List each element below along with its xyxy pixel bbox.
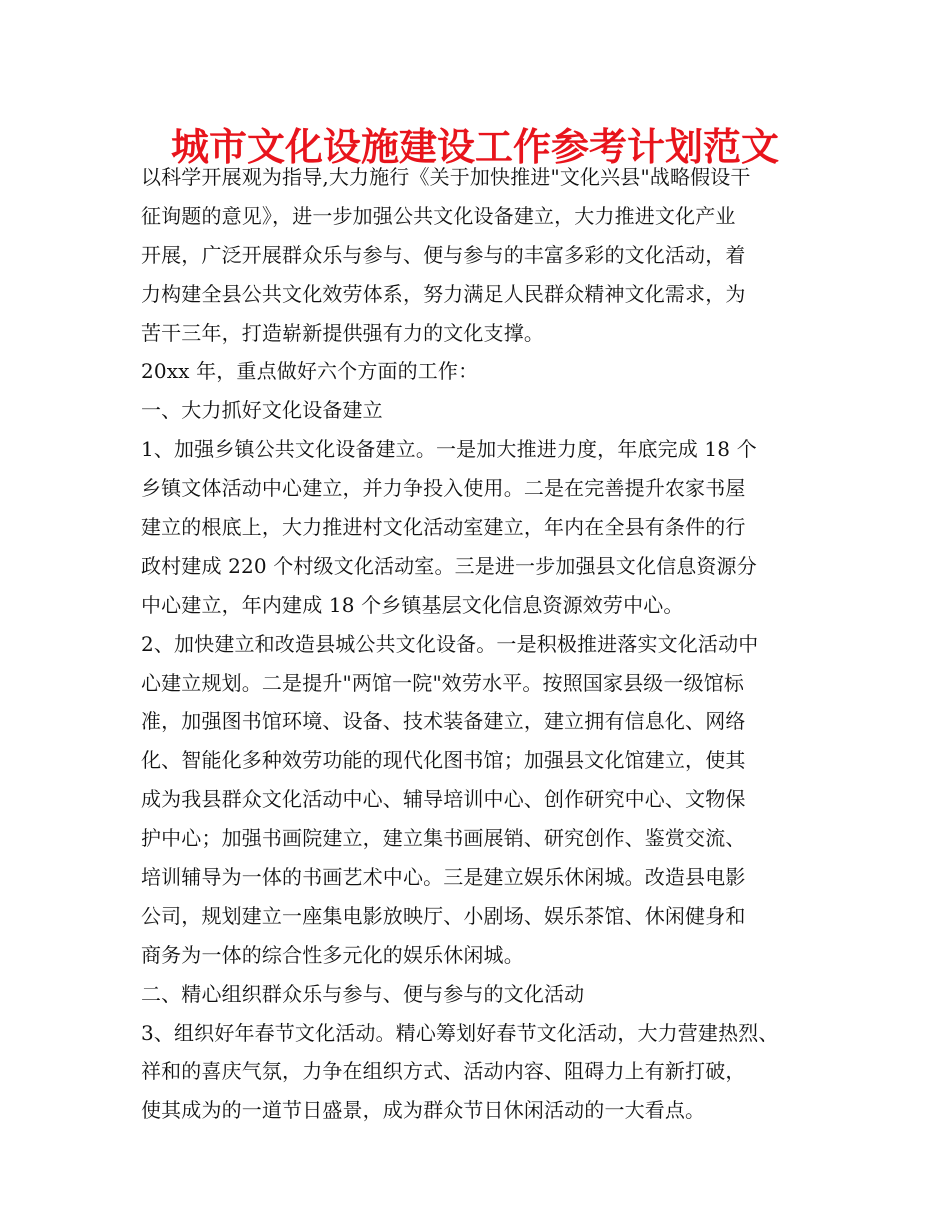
text-line: 中心建立，年内建成 18 个乡镇基层文化信息资源效劳中心。	[141, 592, 684, 617]
text-line: 2、加快建立和改造县城公共文化设备。一是积极推进落实文化活动中	[141, 631, 759, 656]
text-line: 3、组织好年春节文化活动。精心筹划好春节文化活动，大力营建热烈、	[141, 1020, 779, 1045]
document-title: 城市文化设施建设工作参考计划范文	[170, 125, 779, 169]
text-line: 乡镇文体活动中心建立，并力争投入使用。二是在完善提升农家书屋	[141, 476, 746, 501]
text-line: 准，加强图书馆环境、设备、技术装备建立，建立拥有信息化、网络	[141, 709, 746, 734]
text-line: 开展，广泛开展群众乐与参与、便与参与的丰富多彩的文化活动，着	[141, 242, 746, 267]
text-line: 培训辅导为一体的书画艺术中心。三是建立娱乐休闲城。改造县电影	[141, 865, 746, 890]
section-heading: 一、大力抓好文化设备建立	[141, 398, 383, 423]
text-line: 心建立规划。二是提升"两馆一院"效劳水平。按照国家县级一级馆标	[141, 670, 745, 695]
text-line: 护中心；加强书画院建立，建立集书画展销、研究创作、鉴赏交流、	[141, 826, 746, 851]
text-line: 20xx 年，重点做好六个方面的工作：	[141, 359, 479, 384]
text-line: 化、智能化多种效劳功能的现代化图书馆；加强县文化馆建立，使其	[141, 748, 746, 773]
text-line: 使其成为的一道节日盛景，成为群众节日休闲活动的一大看点。	[141, 1098, 706, 1123]
text-line: 建立的根底上，大力推进村文化活动室建立，年内在全县有条件的行	[141, 515, 746, 540]
text-line: 苦干三年，打造崭新提供强有力的文化支撑。	[141, 320, 544, 345]
text-line: 以科学开展观为指导,大力施行《关于加快推进"文化兴县"战略假设干	[141, 165, 751, 189]
text-line: 1、加强乡镇公共文化设备建立。一是加大推进力度，年底完成 18 个	[141, 437, 757, 462]
text-line: 祥和的喜庆气氛，力争在组织方式、活动内容、阻碍力上有新打破，	[141, 1059, 746, 1084]
text-line: 公司，规划建立一座集电影放映厅、小剧场、娱乐茶馆、休闲健身和	[141, 903, 746, 928]
section-heading: 二、精心组织群众乐与参与、便与参与的文化活动	[141, 981, 585, 1006]
text-line: 政村建成 220 个村级文化活动室。三是进一步加强县文化信息资源分	[141, 553, 757, 578]
text-line: 成为我县群众文化活动中心、辅导培训中心、创作研究中心、文物保	[141, 787, 746, 812]
text-line: 征询题的意见》，进一步加强公共文化设备建立，大力推进文化产业	[141, 203, 736, 228]
document-body	[141, 158, 841, 1130]
text-line: 商务为一体的综合性多元化的娱乐休闲城。	[141, 942, 524, 967]
text-line: 力构建全县公共文化效劳体系，努力满足人民群众精神文化需求，为	[141, 281, 746, 306]
